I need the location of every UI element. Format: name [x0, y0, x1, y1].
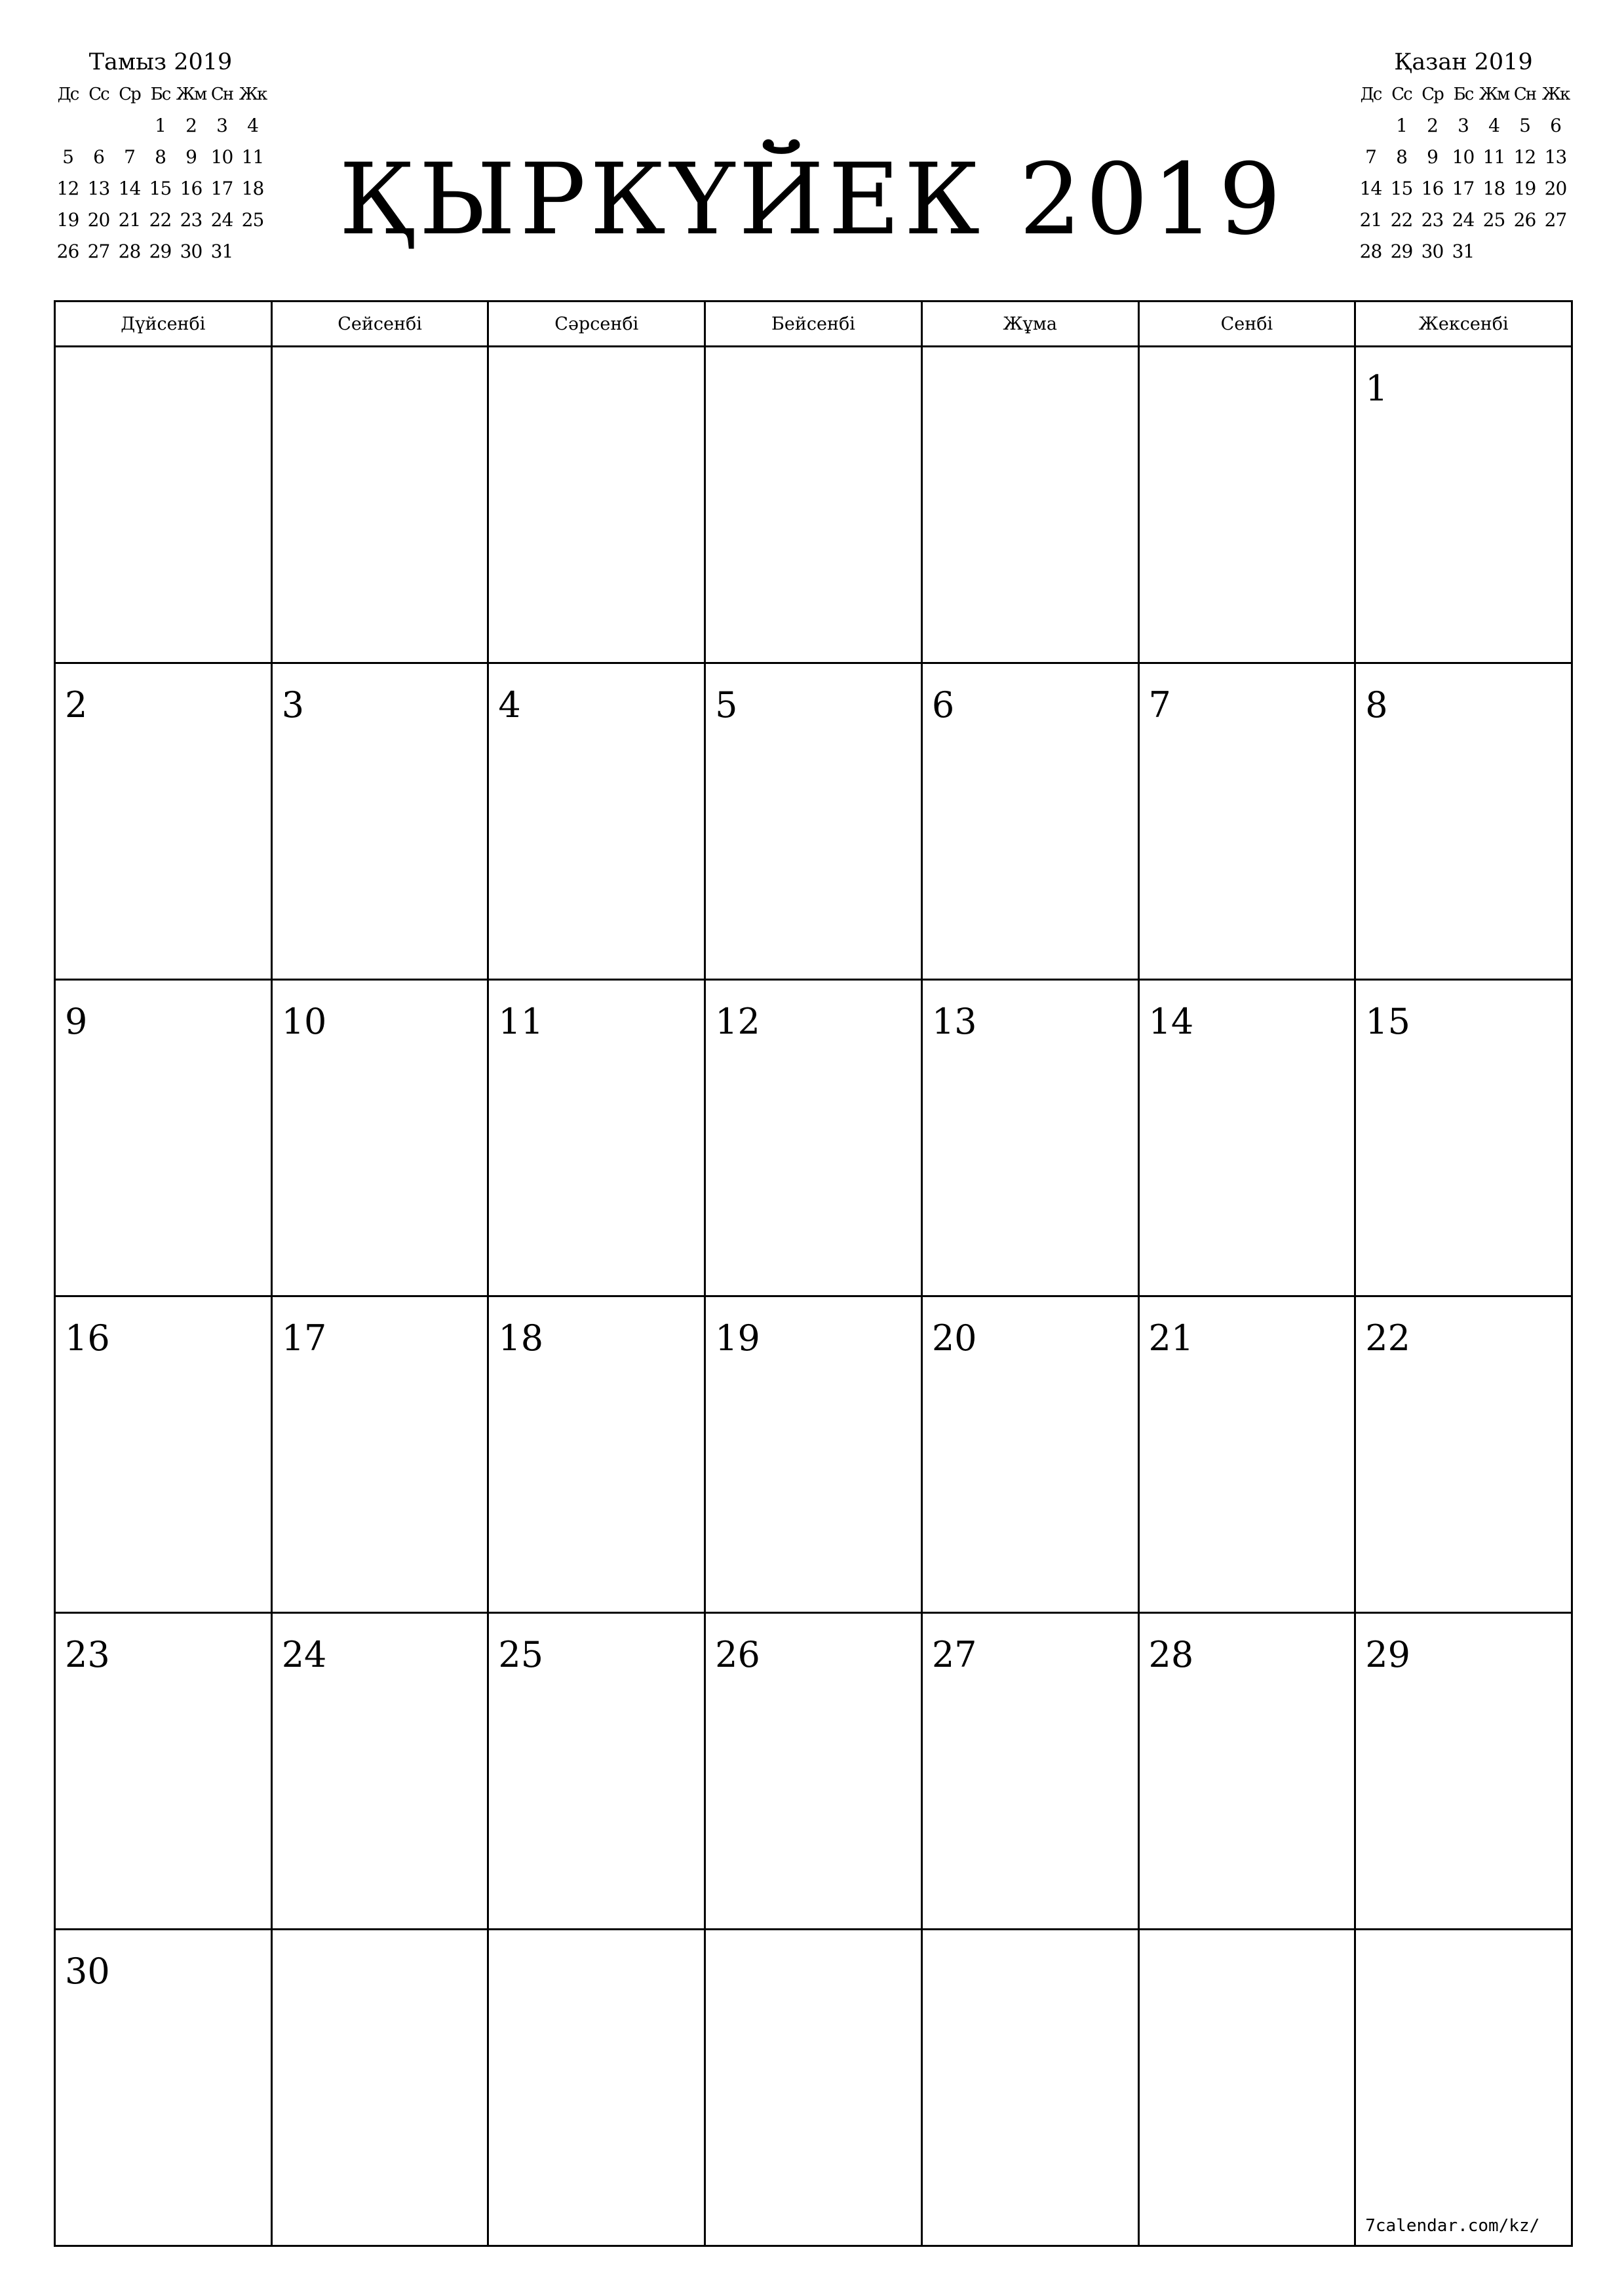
- mini-day: 7: [124, 146, 135, 168]
- mini-day: 11: [241, 146, 264, 168]
- day-cell: [271, 1930, 488, 2246]
- day-number: 29: [1365, 1634, 1410, 1675]
- mini-day: 29: [1390, 241, 1413, 262]
- day-cell: [55, 347, 272, 663]
- mini-day: 30: [1421, 241, 1444, 262]
- week-row: [55, 1296, 1572, 1613]
- day-cell: [271, 1613, 488, 1930]
- day-number: 26: [715, 1634, 760, 1675]
- mini-weekday: Жк: [1541, 85, 1570, 104]
- day-number: [1356, 1930, 1571, 1954]
- day-number: 1: [1365, 368, 1388, 409]
- day-cell: [1138, 1613, 1355, 1930]
- day-cell: [271, 980, 488, 1296]
- day-number: [1140, 1930, 1355, 1954]
- weekday-header: Бейсенбі: [705, 302, 922, 347]
- mini-day: 19: [1513, 178, 1536, 199]
- day-number: 22: [1365, 1317, 1410, 1359]
- mini-day: 16: [180, 178, 203, 199]
- day-number: 21: [1148, 1317, 1194, 1359]
- mini-day: 2: [185, 115, 197, 136]
- mini-day: 23: [1421, 209, 1444, 231]
- day-cell: [705, 980, 922, 1296]
- day-number: 16: [65, 1317, 110, 1359]
- mini-day: 17: [1452, 178, 1475, 199]
- day-cell: [921, 1296, 1138, 1613]
- day-number: 5: [715, 684, 738, 726]
- mini-day: 31: [210, 241, 233, 262]
- day-number: 4: [498, 684, 521, 726]
- mini-day: 21: [118, 209, 141, 231]
- mini-day: 30: [180, 241, 203, 262]
- day-cell: [488, 663, 705, 980]
- mini-weekday: Сс: [1391, 85, 1412, 104]
- day-cell: [1138, 1296, 1355, 1613]
- day-cell: [921, 980, 1138, 1296]
- day-cell: [1355, 1613, 1572, 1930]
- mini-day: 1: [1396, 115, 1407, 136]
- mini-weekday: Сн: [1513, 85, 1536, 104]
- mini-day: 14: [1359, 178, 1382, 199]
- day-number: 12: [715, 1001, 760, 1042]
- mini-day: 1: [155, 115, 166, 136]
- day-number: 30: [65, 1951, 110, 1992]
- day-cell: [1355, 1930, 1572, 2246]
- mini-day: [1355, 110, 1386, 142]
- day-number: 25: [498, 1634, 544, 1675]
- day-number: 19: [715, 1317, 760, 1359]
- day-number: 6: [931, 684, 955, 726]
- day-number: 13: [931, 1001, 977, 1042]
- day-cell: [1355, 347, 1572, 663]
- day-number: [1140, 347, 1355, 371]
- mini-day: 3: [216, 115, 227, 136]
- weekday-header: Сейсенбі: [271, 302, 488, 347]
- day-number: 7: [1148, 684, 1171, 726]
- week-row: [55, 1613, 1572, 1930]
- day-cell: [1355, 663, 1572, 980]
- mini-day: 12: [56, 178, 79, 199]
- mini-day: 8: [1396, 146, 1407, 168]
- mini-day: 9: [185, 146, 197, 168]
- mini-weekday: Ср: [119, 85, 140, 104]
- day-cell: [271, 663, 488, 980]
- mini-day: [52, 110, 83, 142]
- mini-day: [1479, 236, 1509, 267]
- day-cell: [1138, 347, 1355, 663]
- day-cell: [55, 663, 272, 980]
- day-number: [273, 1930, 488, 1954]
- day-number: 10: [281, 1001, 327, 1042]
- mini-weekday: Дс: [1360, 85, 1382, 104]
- day-number: [273, 347, 488, 371]
- day-cell: [1355, 980, 1572, 1296]
- day-number: 9: [65, 1001, 88, 1042]
- mini-day: 23: [180, 209, 203, 231]
- day-cell: [55, 1613, 272, 1930]
- mini-weekday: Сн: [210, 85, 233, 104]
- mini-day: 18: [1482, 178, 1505, 199]
- mini-day: 2: [1427, 115, 1438, 136]
- mini-calendar-grid: [1355, 79, 1572, 267]
- day-cell: [921, 663, 1138, 980]
- weekday-header: Дүйсенбі: [55, 302, 272, 347]
- day-cell: [488, 980, 705, 1296]
- mini-calendar-title: Қазан 2019: [1394, 49, 1533, 75]
- mini-day: 3: [1458, 115, 1469, 136]
- day-number: 14: [1148, 1001, 1194, 1042]
- mini-day: [114, 110, 145, 142]
- mini-day: 13: [87, 178, 110, 199]
- day-number: 23: [65, 1634, 110, 1675]
- mini-weekday: Ср: [1421, 85, 1443, 104]
- month-grid: [54, 300, 1573, 2247]
- mini-day: 20: [1544, 178, 1567, 199]
- mini-day: [1509, 236, 1540, 267]
- mini-day: 9: [1427, 146, 1438, 168]
- mini-day: 15: [1390, 178, 1413, 199]
- day-number: 2: [65, 684, 88, 726]
- mini-day: [1540, 236, 1571, 267]
- mini-day: 5: [62, 146, 73, 168]
- mini-day: 25: [241, 209, 264, 231]
- weekday-header: Сәрсенбі: [488, 302, 705, 347]
- day-number: 15: [1365, 1001, 1410, 1042]
- mini-day: 24: [1452, 209, 1475, 231]
- day-number: [706, 1930, 921, 1954]
- mini-weekday: Бс: [150, 85, 170, 104]
- mini-calendar-grid: [52, 79, 269, 267]
- weekday-header: Жұма: [921, 302, 1138, 347]
- day-cell: [921, 347, 1138, 663]
- day-number: [56, 347, 271, 371]
- day-cell: [1138, 980, 1355, 1296]
- mini-day: 6: [1550, 115, 1561, 136]
- mini-day: 31: [1452, 241, 1475, 262]
- weekday-header: Сенбі: [1138, 302, 1355, 347]
- page-title: ҚЫРКҮЙЕК 2019: [339, 143, 1285, 257]
- day-number: 27: [931, 1634, 977, 1675]
- week-row: [55, 980, 1572, 1296]
- mini-day: 15: [149, 178, 172, 199]
- mini-day: 28: [1359, 241, 1382, 262]
- mini-day: 5: [1519, 115, 1530, 136]
- day-number: 8: [1365, 684, 1388, 726]
- mini-day: 11: [1482, 146, 1505, 168]
- day-number: 24: [281, 1634, 327, 1675]
- mini-weekday: Сс: [88, 85, 109, 104]
- day-cell: [705, 1296, 922, 1613]
- day-cell: [1138, 663, 1355, 980]
- mini-calendar-next-month: [1355, 46, 1572, 267]
- mini-day: 19: [56, 209, 79, 231]
- weekday-header: Жексенбі: [1355, 302, 1572, 347]
- mini-calendar-previous-month: [52, 46, 269, 267]
- mini-day: 20: [87, 209, 110, 231]
- mini-day: 26: [56, 241, 79, 262]
- day-number: [489, 1930, 704, 1954]
- source-credit: 7calendar.com/kz/: [1365, 2216, 1540, 2236]
- week-row: [55, 1930, 1572, 2246]
- day-cell: [1355, 1296, 1572, 1613]
- mini-day: 22: [149, 209, 172, 231]
- mini-day: 22: [1390, 209, 1413, 231]
- mini-day: 25: [1482, 209, 1505, 231]
- day-cell: [488, 1613, 705, 1930]
- day-cell: [1138, 1930, 1355, 2246]
- mini-weekday: Жм: [176, 85, 206, 104]
- mini-day: 14: [118, 178, 141, 199]
- day-number: 18: [498, 1317, 544, 1359]
- day-cell: [488, 347, 705, 663]
- mini-day: 16: [1421, 178, 1444, 199]
- mini-day: 6: [93, 146, 104, 168]
- day-cell: [705, 1613, 922, 1930]
- mini-weekday: Бс: [1453, 85, 1473, 104]
- mini-day: 10: [1452, 146, 1475, 168]
- mini-day: 29: [149, 241, 172, 262]
- mini-day: 10: [210, 146, 233, 168]
- mini-day: 7: [1365, 146, 1376, 168]
- mini-day: 4: [247, 115, 258, 136]
- day-number: [706, 347, 921, 371]
- day-cell: [55, 1930, 272, 2246]
- day-number: 28: [1148, 1634, 1194, 1675]
- day-cell: [921, 1930, 1138, 2246]
- mini-day: 13: [1544, 146, 1567, 168]
- day-cell: [705, 347, 922, 663]
- day-number: 11: [498, 1001, 544, 1042]
- mini-day: 26: [1513, 209, 1536, 231]
- mini-weekday: Дс: [57, 85, 79, 104]
- mini-day: 24: [210, 209, 233, 231]
- mini-day: 28: [118, 241, 141, 262]
- day-cell: [271, 347, 488, 663]
- day-cell: [55, 980, 272, 1296]
- day-cell: [271, 1296, 488, 1613]
- day-cell: [55, 1296, 272, 1613]
- mini-day: [237, 236, 268, 267]
- week-row: [55, 347, 1572, 663]
- mini-day: 18: [241, 178, 264, 199]
- day-number: [923, 347, 1138, 371]
- day-cell: [921, 1613, 1138, 1930]
- mini-calendar-title: Тамыз 2019: [88, 49, 233, 75]
- day-number: 17: [281, 1317, 327, 1359]
- day-number: 3: [281, 684, 305, 726]
- mini-weekday: Жм: [1479, 85, 1509, 104]
- day-number: [489, 347, 704, 371]
- mini-day: 27: [87, 241, 110, 262]
- mini-day: [83, 110, 114, 142]
- day-number: 20: [931, 1317, 977, 1359]
- mini-day: 8: [155, 146, 166, 168]
- mini-day: 4: [1488, 115, 1499, 136]
- weekday-header-row: [55, 302, 1572, 347]
- mini-day: 12: [1513, 146, 1536, 168]
- mini-day: 21: [1359, 209, 1382, 231]
- day-cell: [488, 1930, 705, 2246]
- mini-day: 27: [1544, 209, 1567, 231]
- week-row: [55, 663, 1572, 980]
- day-number: [923, 1930, 1138, 1954]
- day-cell: [705, 663, 922, 980]
- day-cell: [488, 1296, 705, 1613]
- mini-day: 17: [210, 178, 233, 199]
- mini-weekday: Жк: [239, 85, 267, 104]
- day-cell: [705, 1930, 922, 2246]
